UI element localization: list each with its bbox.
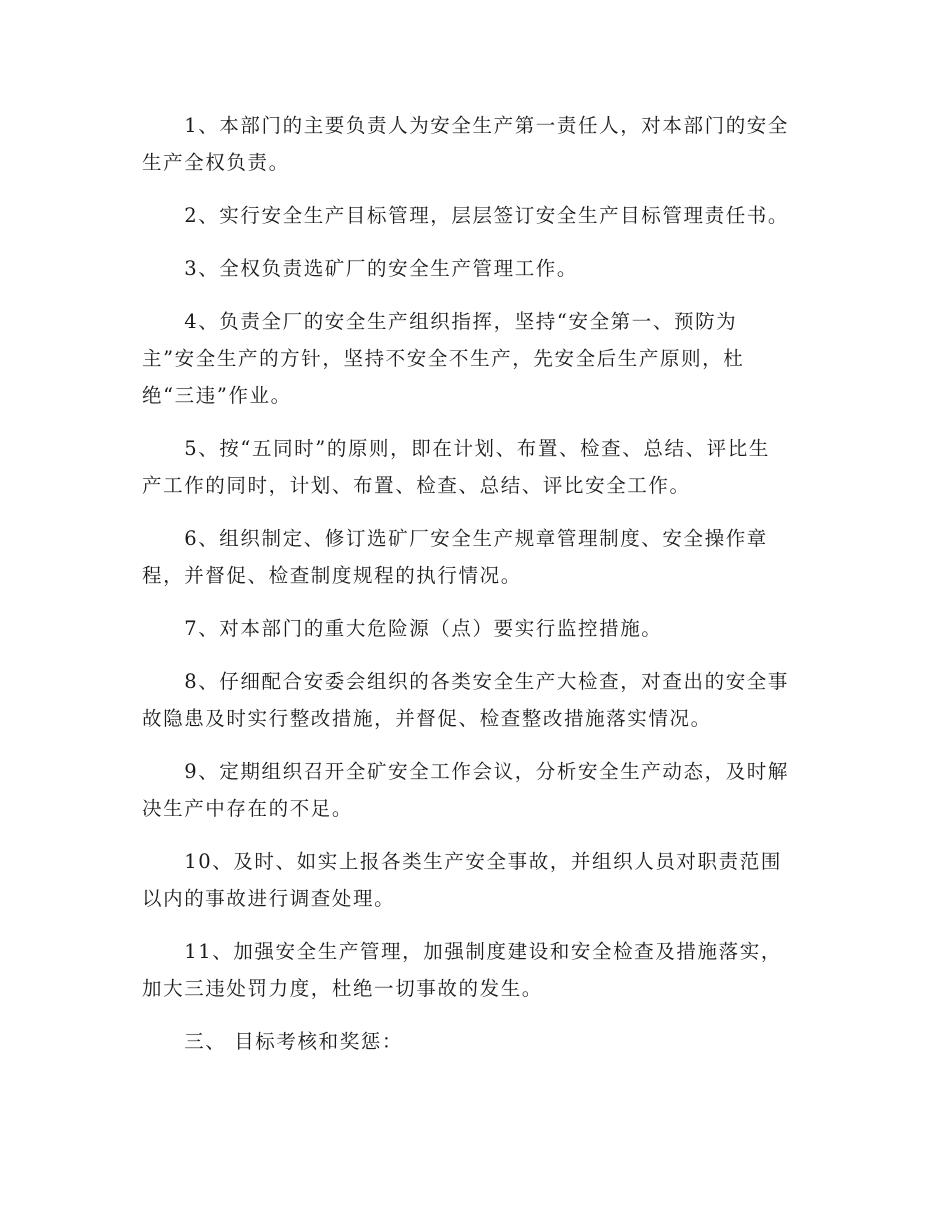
paragraph-item-5: 5、按“五同时”的原则，即在计划、布置、检查、总结、评比生 产工作的同时，计划、布置、检查、总结、评比安全工作。 xyxy=(142,437,770,497)
paragraph-item-11: 11、加强安全生产管理，加强制度建设和安全检查及措施落实， 加大三违处罚力度，杜绝一切事故的发生。 xyxy=(142,940,782,1000)
paragraph-item-3: 3、全权负责选矿厂的安全生产管理工作。 xyxy=(142,257,579,280)
paragraph-item-7: 7、对本部门的重大危险源（点）要实行监控措施。 xyxy=(142,617,663,640)
paragraph-item-2: 2、实行安全生产目标管理，层层签订安全生产目标管理责任书。 xyxy=(142,204,790,227)
paragraph-item-1: 1、本部门的主要负责人为安全生产第一责任人，对本部门的安全 生产全权负责。 xyxy=(142,114,790,174)
paragraph-item-6: 6、组织制定、修订选矿厂安全生产规章管理制度、安全操作章 程，并督促、检查制度规程的执行情况。 xyxy=(142,527,768,587)
section-heading: 三、 目标考核和奖惩： xyxy=(142,1030,403,1053)
paragraph-item-9: 9、定期组织召开全矿安全工作会议，分析安全生产动态，及时解 决生产中存在的不足。 xyxy=(142,760,790,820)
paragraph-item-10: 10、及时、如实上报各类生产安全事故，并组织人员对职责范围 以内的事故进行调查处理。 xyxy=(142,850,782,910)
paragraph-item-4: 4、负责全厂的安全生产组织指挥，坚持“安全第一、预防为 主”安全生产的方针，坚持不安全不生产，先安全后生产原则，杜 绝“三违”作业。 xyxy=(142,310,745,407)
paragraph-item-8: 8、仔细配合安委会组织的各类安全生产大检查，对查出的安全事 故隐患及时实行整改措施，并督促、检查整改措施落实情况。 xyxy=(142,670,790,730)
